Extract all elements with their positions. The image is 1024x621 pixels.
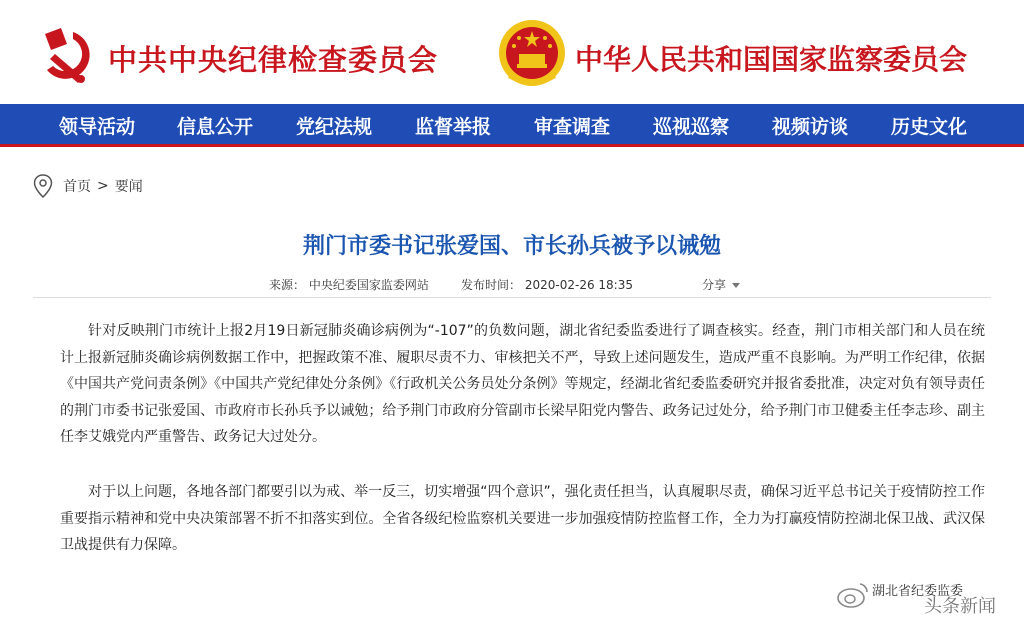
nsc-title[interactable]: 中华人民共和国国家监察委员会: [575, 43, 968, 76]
article-paragraph: 针对反映荆门市统计上报2月19日新冠肺炎确诊病例为“-107”的负数问题，湖北省纪委监委进行了调查核实。经查，荆门市相关部门和人员在统计上报新冠肺炎确诊病例数据工作中，把握政策不准、履职尽责不力、审核把关不严，导致上述问题发生，造成严重不良影响。为严明工作纪律，依据《中国共产党问责条例》《中国共产党纪律处分条例》《行政机关公务员处分条例》等规定，经湖北省纪委监委研究并报省委批准，决定对负有领导责任的荆门市委书记张爱国、市政府市长孙兵予以诫勉；给予荆门市政府分管副市长梁早阳党内警告、政务记过处分，给予荆门市卫健委主任李志珍、副主任李艾娥党内严重警告、政务记大过处分。: [60, 323, 985, 445]
national-emblem-icon[interactable]: [497, 18, 567, 88]
article-title: 荆门市委书记张爱国、市长孙兵被予以诫勉: [302, 234, 721, 259]
article-paragraph: 对于以上问题，各地各部门都要引以为戒、举一反三，切实增强“四个意识”，强化责任担当，认真履职尽责，确保习近平总书记关于疫情防控工作重要指示精神和党中央决策部署不折不扣落实到位。全省各级纪检监察机关要进一步加强疫情防控监督工作，全力为打赢疫情防控湖北保卫战、武汉保卫战提供有力保障。: [60, 484, 985, 553]
main-nav: [0, 104, 1024, 144]
weibo-icon: [836, 580, 870, 610]
site-header: [0, 0, 1024, 104]
title-divider: [33, 297, 991, 298]
ccdi-title[interactable]: 中共中央纪律检查委员会: [108, 43, 439, 77]
article-source: [269, 276, 429, 293]
nav-item-regulations[interactable]: 党纪法规: [296, 116, 373, 138]
breadcrumb-separator: >: [97, 178, 109, 194]
nav-item-leadership[interactable]: 领导活动: [59, 116, 136, 138]
nav-divider: [0, 144, 1024, 147]
breadcrumb-home[interactable]: 首页: [63, 179, 91, 195]
source-label: 来源：: [269, 278, 306, 292]
share-dropdown[interactable]: [702, 276, 740, 293]
date-value: 2020-02-26 18:35: [524, 278, 633, 292]
caret-down-icon[interactable]: [732, 283, 740, 288]
location-pin-icon: [33, 174, 53, 198]
breadcrumb-section[interactable]: 要闻: [114, 179, 143, 195]
nav-item-history[interactable]: 历史文化: [891, 116, 968, 138]
party-emblem-icon[interactable]: [37, 24, 99, 86]
nav-item-report[interactable]: 监督举报: [415, 116, 492, 138]
nav-item-inspection[interactable]: 巡视巡察: [653, 116, 730, 138]
watermark-brand: 头条新闻: [924, 596, 996, 617]
article-date: [461, 276, 633, 293]
watermark-account: 湖北省纪委监委: [872, 584, 964, 599]
source-value: 中央纪委国家监委网站: [308, 278, 429, 292]
nav-item-investigation[interactable]: 审查调查: [534, 116, 611, 138]
breadcrumb: [33, 174, 143, 198]
share-label[interactable]: 分享: [702, 278, 727, 292]
date-label: 发布时间：: [461, 278, 522, 292]
nav-item-disclosure[interactable]: 信息公开: [177, 116, 254, 138]
nav-item-video[interactable]: 视频访谈: [772, 116, 849, 138]
